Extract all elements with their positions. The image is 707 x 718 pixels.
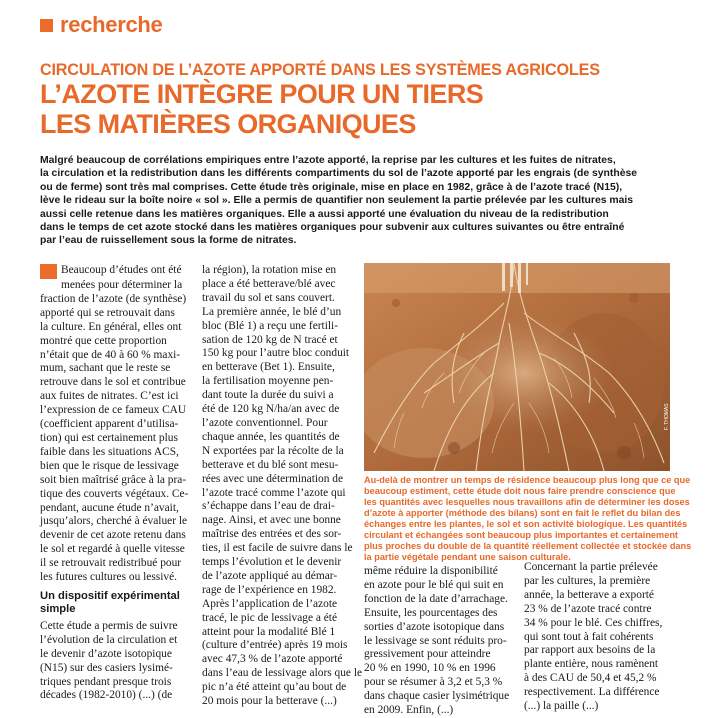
body-line: rage de l’expérience en 1982. <box>202 583 337 596</box>
body-line: l’azote tracé comme l’azote qui <box>202 486 346 499</box>
body-line: la fertilisation moyenne pen- <box>202 375 334 388</box>
body-line: pic n’a été atteint qu’au bout de <box>202 681 347 694</box>
body-line: s’échappe dans l’eau de drai- <box>202 500 335 513</box>
title-line: LES MATIÈRES ORGANIQUES <box>40 109 416 139</box>
body-line: triques pendant presque trois <box>40 675 172 688</box>
body-line: montré que cette proportion <box>40 334 167 347</box>
body-line: les futures cultures ou lessivé. <box>40 571 177 584</box>
text-column-3 <box>364 565 514 718</box>
body-line: menées pour déterminer la <box>61 279 183 291</box>
body-line: même réduire la disponibilité <box>364 565 498 577</box>
body-line: tion) qui est certainement plus <box>40 431 178 444</box>
body-line: le lessivage se sont réduits pro- <box>364 634 507 647</box>
body-line: fraction de l’azote (de synthèse) <box>40 292 187 305</box>
subheading-line: Un dispositif expérimental <box>40 589 180 602</box>
body-line: ties, il est facile de suivre dans le <box>202 542 353 555</box>
body-line: La première année, le blé d’un <box>202 305 342 318</box>
body-line: à des CAU de 50,4 et 45,2 % <box>524 672 657 685</box>
photo-credit: F. THOMAS <box>664 403 670 430</box>
body-line: devenir de cet azote retenu dans <box>40 529 186 542</box>
body-line: sorties d’azote isotopique dans <box>364 620 505 633</box>
roots-photo <box>364 263 670 471</box>
lead-line: ou de ferme) sont très mal comprises. Cette étude très originale, mise en place en 1982, grâce à de l’azote tracé (N15), <box>40 181 623 193</box>
body-line: 20 % en 1990, 10 % en 1996 <box>364 662 496 675</box>
body-line: le sol et regardé à quelle vitesse <box>40 543 185 556</box>
body-line: chaque année, les quantités de <box>202 430 340 443</box>
body-line: 34 % pour le blé. Ces chiffres, <box>524 616 663 629</box>
subheading-line: simple <box>40 602 76 615</box>
body-line: en azote pour le blé qui suit en <box>364 578 504 591</box>
lead-line: par l’eau de ruissellement sous la forme de nitrates. <box>40 235 297 247</box>
body-line: 20 mois pour la betterave (...) <box>202 695 337 708</box>
body-line: tracé, le pic de lessivage a été <box>202 611 338 624</box>
article-lead <box>40 154 672 248</box>
body-line: été de 120 kg N/ha/an avec de <box>202 403 340 416</box>
body-line: 23 % de l’azote tracé contre <box>524 602 652 615</box>
body-line: (coefficient apparent d’utilisa- <box>40 418 179 431</box>
body-line: mum, sachant que le reste se <box>40 362 171 375</box>
caption-line: les quantités avec lesquelles nous travaillons afin de déterminer les doses <box>364 497 690 507</box>
body-line: respectivement. La différence <box>524 686 660 699</box>
lead-line: lève le rideau sur la boîte noire « sol ». Elle a permis de quantifier non seulement la partie prélevée par les cultures mais <box>40 195 634 207</box>
body-line: Concernant la partie prélevée <box>524 561 658 573</box>
text-column-2 <box>202 264 363 709</box>
body-line: pendant, aucune étude n’avait, <box>40 501 179 514</box>
caption-line: beaucoup estiment, cette étude doit nous faire prendre conscience que <box>364 486 676 496</box>
body-line: l’évolution de la circulation et <box>40 633 178 646</box>
section-label: recherche <box>60 12 163 37</box>
body-line: qui sont tout à fait cohérents <box>524 630 654 643</box>
body-line: (...) la paille (...) <box>524 700 599 713</box>
body-line: bien que le risque de lessivage <box>40 459 179 472</box>
body-line: (N15) sur des casiers lysimé- <box>40 661 173 674</box>
body-line: Cette étude a permis de suivre <box>40 619 178 632</box>
body-line: de l’azote appliqué au démar- <box>202 569 338 582</box>
body-line: sation de 120 kg de N tracé et <box>202 333 338 346</box>
body-line: dant toute la durée du suivi a <box>202 389 334 402</box>
body-line: décades (1982-2010) (...) (de <box>40 689 173 702</box>
body-line: année, la betterave a exporté <box>524 588 654 601</box>
body-line: jusqu’alors, cherché à évaluer le <box>40 515 188 528</box>
body-line: Après l’application de l’azote <box>202 597 338 610</box>
photo-caption <box>364 475 692 563</box>
body-line: en betterave (Bet 1). Ensuite, <box>202 361 335 374</box>
body-line: la région), la rotation mise en <box>202 264 337 276</box>
text-column-4 <box>524 561 674 714</box>
lead-line: la circulation et la redistribution dans les différents compartiments du sol de l’azote apporté par les engrais (de synthèse <box>40 168 638 180</box>
body-line: N exportées par la récolte de la <box>202 444 344 457</box>
body-line: plante entière, nous ramènent <box>524 658 659 671</box>
caption-line: la partie végétale pendant une saison culturale. <box>364 552 571 562</box>
roots-soil-illustration <box>364 263 670 471</box>
caption-line: plus proches du double de la quantité réellement collectée et stockée dans <box>364 541 692 551</box>
caption-line: Au-delà de montrer un temps de résidence beaucoup plus long que ce que <box>364 475 691 485</box>
dropcap-square-icon <box>40 264 57 279</box>
body-line: place a été betterave/blé avec <box>202 277 336 290</box>
caption-line: circulant et échangées sont beaucoup plus importantes et certainement <box>364 530 678 540</box>
body-line: aux fuites de nitrates. C’est ici <box>40 390 179 403</box>
article-title <box>40 79 483 139</box>
body-line: Ensuite, les pourcentages des <box>364 606 498 619</box>
body-line: apporté qui se retrouvait dans <box>40 306 175 319</box>
body-line: le devenir d’azote isotopique <box>40 647 172 660</box>
text-column-1 <box>40 264 192 703</box>
body-line: avec 47,3 % de l’azote apporté <box>202 653 343 666</box>
title-line: L’AZOTE INTÈGRE POUR UN TIERS <box>40 79 484 109</box>
body-line: pour se résumer à 3,2 et 5,3 % <box>364 676 503 689</box>
body-line <box>40 264 192 279</box>
subheading <box>40 590 192 616</box>
body-line: retrouve dans le sol et contribue <box>40 376 186 389</box>
lead-line: Malgré beaucoup de corrélations empiriques entre l’azote apporté, la reprise par les cultures et les fuites de nitrates, <box>40 155 616 166</box>
body-line: l’azote conventionnel. Pour <box>202 416 328 429</box>
body-line: atteint pour la modalité Blé 1 <box>202 625 336 638</box>
body-line: betterave et du blé sont mesu- <box>202 458 339 471</box>
caption-line: d’azote à apporter (méthode des bilans) sont en fait le reflet du bilan des <box>364 508 681 518</box>
body-line: dans chaque casier lysimétrique <box>364 690 510 703</box>
body-line: la culture. En général, elles ont <box>40 320 182 333</box>
body-line: bloc (Blé 1) a reçu une fertili- <box>202 319 338 332</box>
body-line: par rapport aux besoins de la <box>524 644 656 657</box>
body-line: temps l’évolution et le devenir <box>202 556 342 569</box>
body-line: il se retrouvait redistribué pour <box>40 557 182 570</box>
body-text: Beaucoup d’études ont été <box>61 264 182 276</box>
body-line: gressivement pour atteindre <box>364 648 491 661</box>
body-line: par les cultures, la première <box>524 574 651 587</box>
body-line: rées avec une détermination de <box>202 472 344 485</box>
section-square-icon <box>40 19 53 32</box>
body-line: (culture d’entrée) après 19 mois <box>202 639 348 652</box>
caption-line: échanges entre les plantes, le sol et son activité biologique. Les quantités <box>364 519 688 529</box>
section-header <box>40 12 162 38</box>
body-line: 150 kg pour l’autre bloc conduit <box>202 347 350 360</box>
body-line: fonction de la date d’arrachage. <box>364 592 508 605</box>
body-line: nage. Ainsi, et avec une bonne <box>202 514 341 527</box>
lead-line: aussi celle retenue dans les matières organiques. Elle a aussi apporté une évaluation du niveau de la redistribution <box>40 208 609 220</box>
article-kicker: CIRCULATION DE L’AZOTE APPORTÉ DANS LES SYSTÈMES AGRICOLES <box>40 61 600 79</box>
body-line: faible dans les situations ACS, <box>40 445 179 458</box>
body-line: dans l’eau de lessivage alors que le <box>202 667 363 680</box>
body-line: l’expression de ce fameux CAU <box>40 404 187 417</box>
body-line: en 2009. Enfin, (...) <box>364 704 454 717</box>
body-line: n’était que de 40 à 60 % maxi- <box>40 348 181 361</box>
body-line: travail du sol et sans couvert. <box>202 291 335 304</box>
body-line: tique des couverts végétaux. Ce- <box>40 487 189 500</box>
body-line: soit bien maîtrisé grâce à la pra- <box>40 473 187 486</box>
body-line: maîtrise des entrées et des sor- <box>202 528 342 541</box>
lead-line: dans le temps de cet azote stocké dans les matières organiques pour subvenir aux cultures suivantes ou être entraîné <box>40 222 625 234</box>
